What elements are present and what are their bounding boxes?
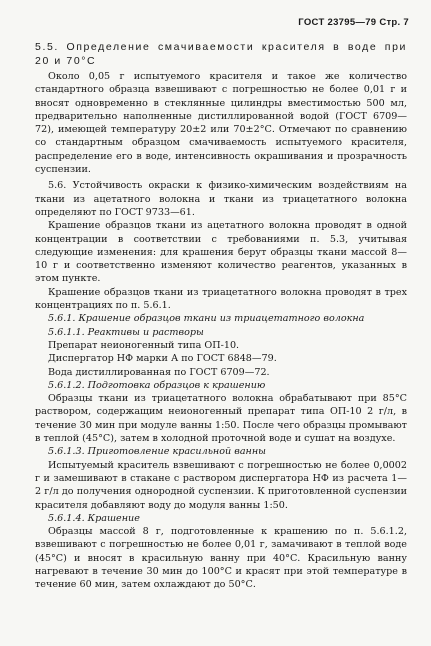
paragraph: Крашение образцов ткани из ацетатного волокна проводят в одной концентрации в соответствии с требованиями п. 5.3, учитывая следующие изменения: для крашения берут образцы ткани массой 8—10 г и соответственно изменяют количество реагентов, указанных в этом пункте. — [35, 220, 407, 285]
section-5-6-1: 5.6.1. Крашение образцов ткани из триацетатного волокна — [48, 313, 365, 325]
reagent-line: Препарат неионогенный типа ОП-10. — [48, 339, 240, 351]
reagent-line: Диспергатор НФ марки А по ГОСТ 6848—79. — [48, 353, 277, 365]
section-5-6-1-4: 5.6.1.4. Крашение — [48, 512, 140, 524]
section-5-5-title: 5.5. Определение смачиваемости красителя в воде при 20 и 70°С — [35, 41, 407, 67]
paragraph: Около 0,05 г испытуемого красителя и такое же количество стандартного образца взвешивают с погрешностью не более 0,01 г и вносят одновременно в стеклянные цилиндры вместимостью 500 мл, предварительно наполненные дистиллированной водой (ГОСТ 6709—72), имеющей температуру 20±2 или 70±2°С. Отмечают по сравнению со стандартным образцом смачиваемость испытуемого красителя, распределение его в воде, интенсивность окрашивания и прозрачность суспензии. — [35, 71, 407, 176]
paragraph: Образцы ткани из триацетатного волокна обрабатывают при 85°С раствором, содержащим неионогенный препарат типа ОП-10 2 г/л, в течение 30 мин при модуле ванны 1:50. После чего образцы промывают в теплой (45°С), затем в холодной проточной воде и сушат на воздухе. — [35, 393, 407, 445]
document-body — [35, 40, 407, 592]
paragraph: Испытуемый краситель взвешивают с погрешностью не более 0,0002 г и замешивают в стакане с раствором диспергатора НФ из расчета 1—2 г/л до получения однородной суспензии. К приготовленной суспензии красителя добавляют воду до модуля ванны 1:50. — [35, 459, 407, 511]
section-5-6-1-2: 5.6.1.2. Подготовка образцов к крашению — [48, 379, 266, 391]
page-header: ГОСТ 23795—79 Стр. 7 — [298, 17, 409, 28]
paragraph: Образцы массой 8 г, подготовленные к крашению по п. 5.6.1.2, взвешивают с погрешностью не более 0,01 г, замачивают в теплой воде (45°С) и вносят в красильную ванну при 40°С. Красильную ванну нагревают в течение 30 мин до 100°С и красят при этой температуре в течение 60 мин, затем охлаждают до 50°С. — [35, 526, 407, 591]
reagent-line: Вода дистиллированная по ГОСТ 6709—72. — [48, 366, 270, 378]
section-5-6-1-3: 5.6.1.3. Приготовление красильной ванны — [48, 446, 266, 458]
paragraph: Крашение образцов ткани из триацетатного волокна проводят в трех концентрациях по п. 5.6.1. — [35, 286, 407, 312]
section-5-6-1-1: 5.6.1.1. Реактивы и растворы — [48, 326, 204, 338]
section-5-6: 5.6. Устойчивость окраски к физико-химическим воздействиям на ткани из ацетатного волокна и ткани из триацетатного волокна определяют по ГОСТ 9733—61. — [35, 180, 407, 218]
